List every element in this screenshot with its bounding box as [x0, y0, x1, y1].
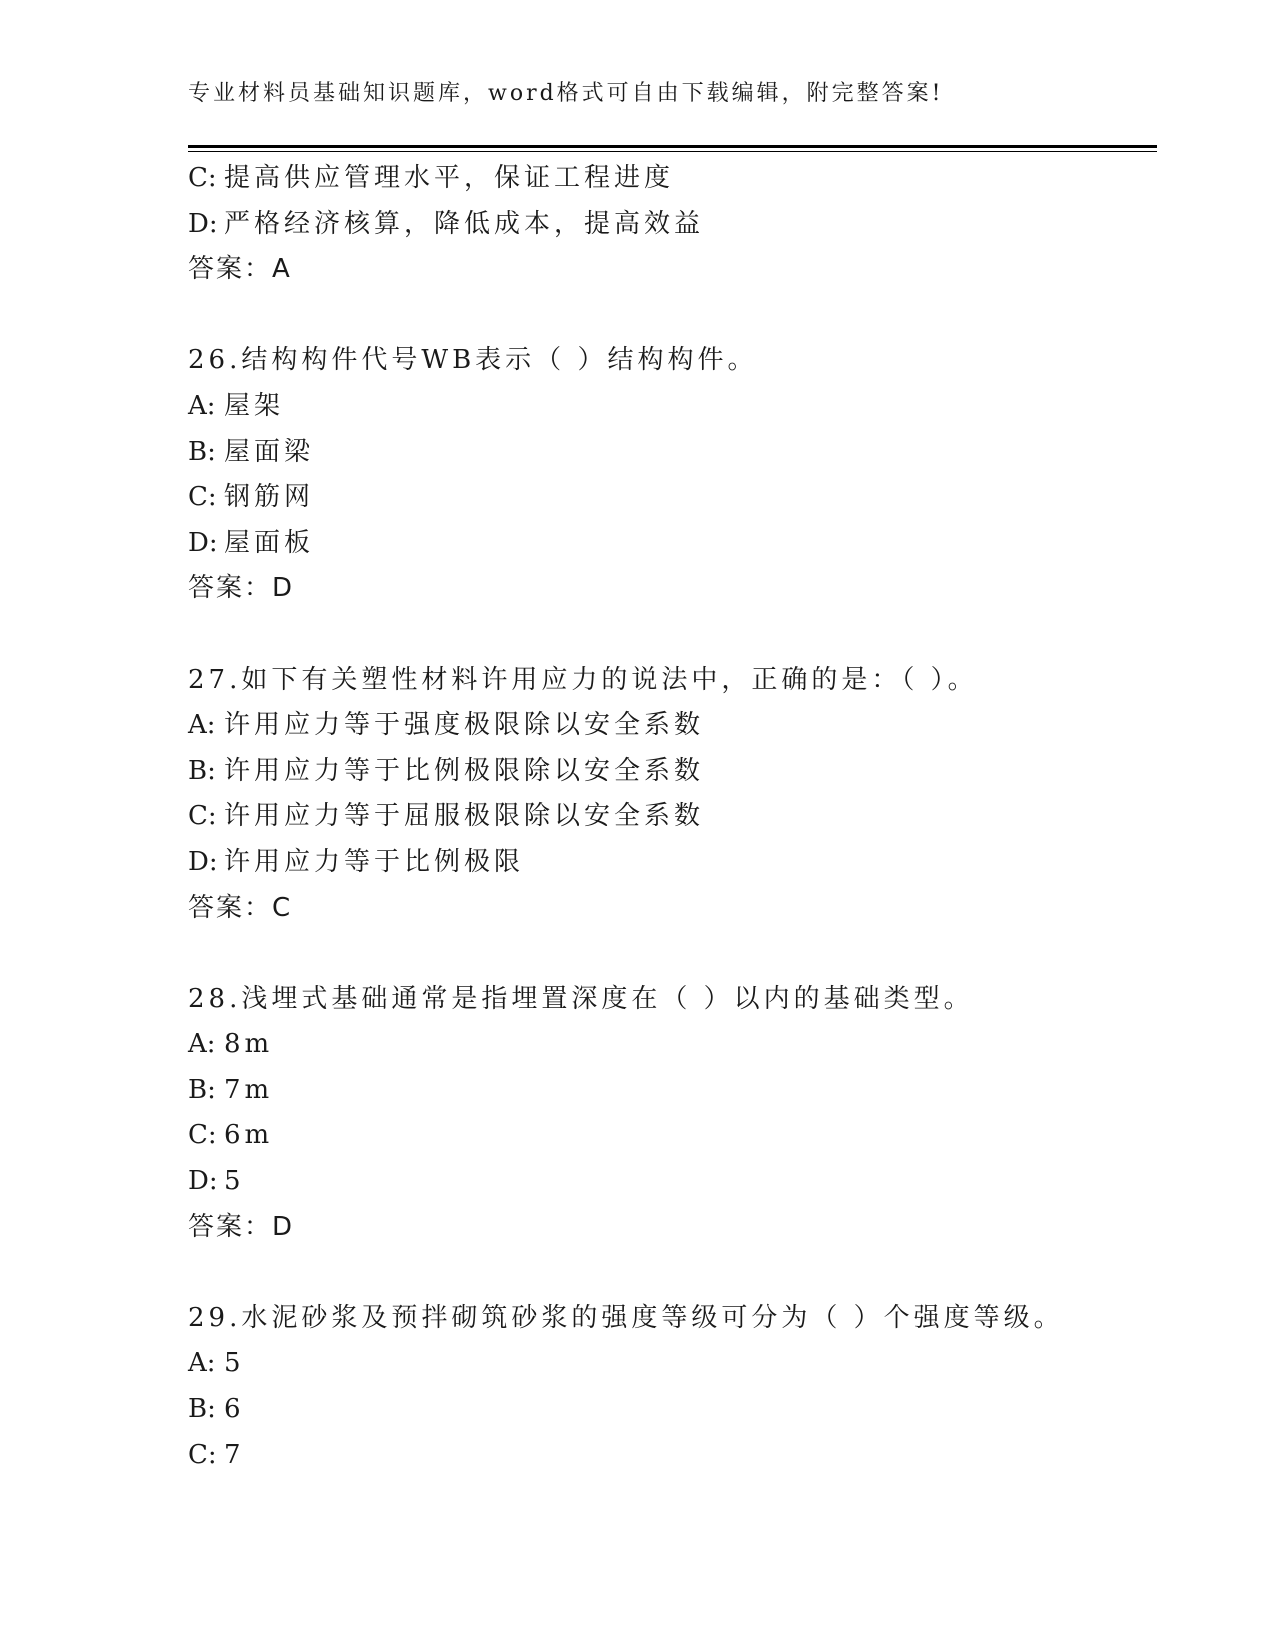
option-b — [188, 749, 1168, 795]
question-text: 26.结构构件代号WB表示（ ）结构构件。 — [188, 345, 758, 376]
option-c — [188, 475, 1168, 521]
question-text: 27.如下有关塑性材料许用应力的说法中，正确的是：（ ）。 — [188, 664, 978, 695]
spacer — [188, 612, 1168, 658]
option-label: C: — [188, 801, 217, 832]
option-text: 提高供应管理水平，保证工程进度 — [224, 163, 675, 193]
option-text: 许用应力等于比例极限除以安全系数 — [224, 755, 705, 786]
option-label: A: — [188, 390, 216, 421]
option-text: 许用应力等于强度极限除以安全系数 — [224, 710, 705, 741]
option-label: C: — [188, 1120, 217, 1151]
option-label: C: — [188, 1439, 217, 1470]
option-c — [188, 1433, 1168, 1479]
option-label: B: — [188, 755, 216, 786]
spacer — [188, 1250, 1168, 1296]
option-a — [188, 703, 1168, 749]
option-label: B: — [188, 1074, 216, 1105]
option-a — [188, 1022, 1168, 1068]
partial-question — [188, 156, 1168, 338]
option-text: 许用应力等于比例极限 — [224, 846, 525, 877]
option-c — [188, 794, 1168, 840]
answer-line: 答案：A — [188, 254, 292, 285]
option-a — [188, 1341, 1168, 1387]
option-label: B: — [188, 1394, 216, 1425]
option-text: 许用应力等于屈服极限除以安全系数 — [224, 801, 705, 832]
option-text: 8m — [224, 1029, 274, 1060]
option-b — [188, 1068, 1168, 1114]
option-d — [188, 840, 1168, 886]
question-27 — [188, 658, 1168, 977]
option-b — [188, 1387, 1168, 1433]
option-label: A: — [188, 1029, 216, 1060]
option-label: D: — [188, 846, 218, 877]
spacer — [188, 931, 1168, 977]
document-body — [188, 156, 1168, 1478]
option-c — [188, 156, 1168, 202]
option-label: D: — [188, 208, 218, 239]
option-label: D: — [188, 527, 218, 558]
option-label: C: — [188, 482, 217, 513]
option-text: 屋面梁 — [224, 436, 315, 467]
option-label: D: — [188, 1166, 218, 1197]
option-d — [188, 521, 1168, 567]
option-text: 屋架 — [224, 390, 285, 421]
option-text: 7 — [224, 1439, 245, 1470]
spacer — [188, 293, 1168, 339]
option-a — [188, 384, 1168, 430]
option-label: A: — [188, 1348, 216, 1379]
option-label: A: — [188, 710, 216, 741]
header-rule-thin — [188, 151, 1157, 152]
answer-line: 答案：C — [188, 892, 293, 923]
question-28 — [188, 977, 1168, 1296]
option-c — [188, 1113, 1168, 1159]
option-text: 屋面板 — [224, 527, 315, 558]
option-text: 严格经济核算，降低成本，提高效益 — [224, 208, 705, 239]
option-label: C: — [188, 163, 217, 193]
answer-line: 答案：D — [188, 1211, 295, 1242]
option-text: 6m — [224, 1120, 274, 1151]
question-text: 29.水泥砂浆及预拌砌筑砂浆的强度等级可分为（ ）个强度等级。 — [188, 1302, 1064, 1333]
header-rule-thick — [188, 145, 1157, 148]
question-26 — [188, 338, 1168, 657]
answer-line: 答案：D — [188, 573, 295, 604]
question-29 — [188, 1296, 1168, 1478]
option-d — [188, 1159, 1168, 1205]
question-text: 28.浅埋式基础通常是指埋置深度在（ ）以内的基础类型。 — [188, 983, 974, 1014]
option-text: 钢筋网 — [224, 482, 315, 513]
option-text: 6 — [224, 1394, 245, 1425]
option-d — [188, 202, 1168, 248]
option-label: B: — [188, 436, 216, 467]
document-header: 专业材料员基础知识题库，word格式可自由下载编辑，附完整答案! — [188, 81, 944, 106]
option-text: 5 — [224, 1348, 245, 1379]
option-text: 5 — [224, 1166, 245, 1197]
option-text: 7m — [224, 1074, 274, 1105]
option-b — [188, 430, 1168, 476]
